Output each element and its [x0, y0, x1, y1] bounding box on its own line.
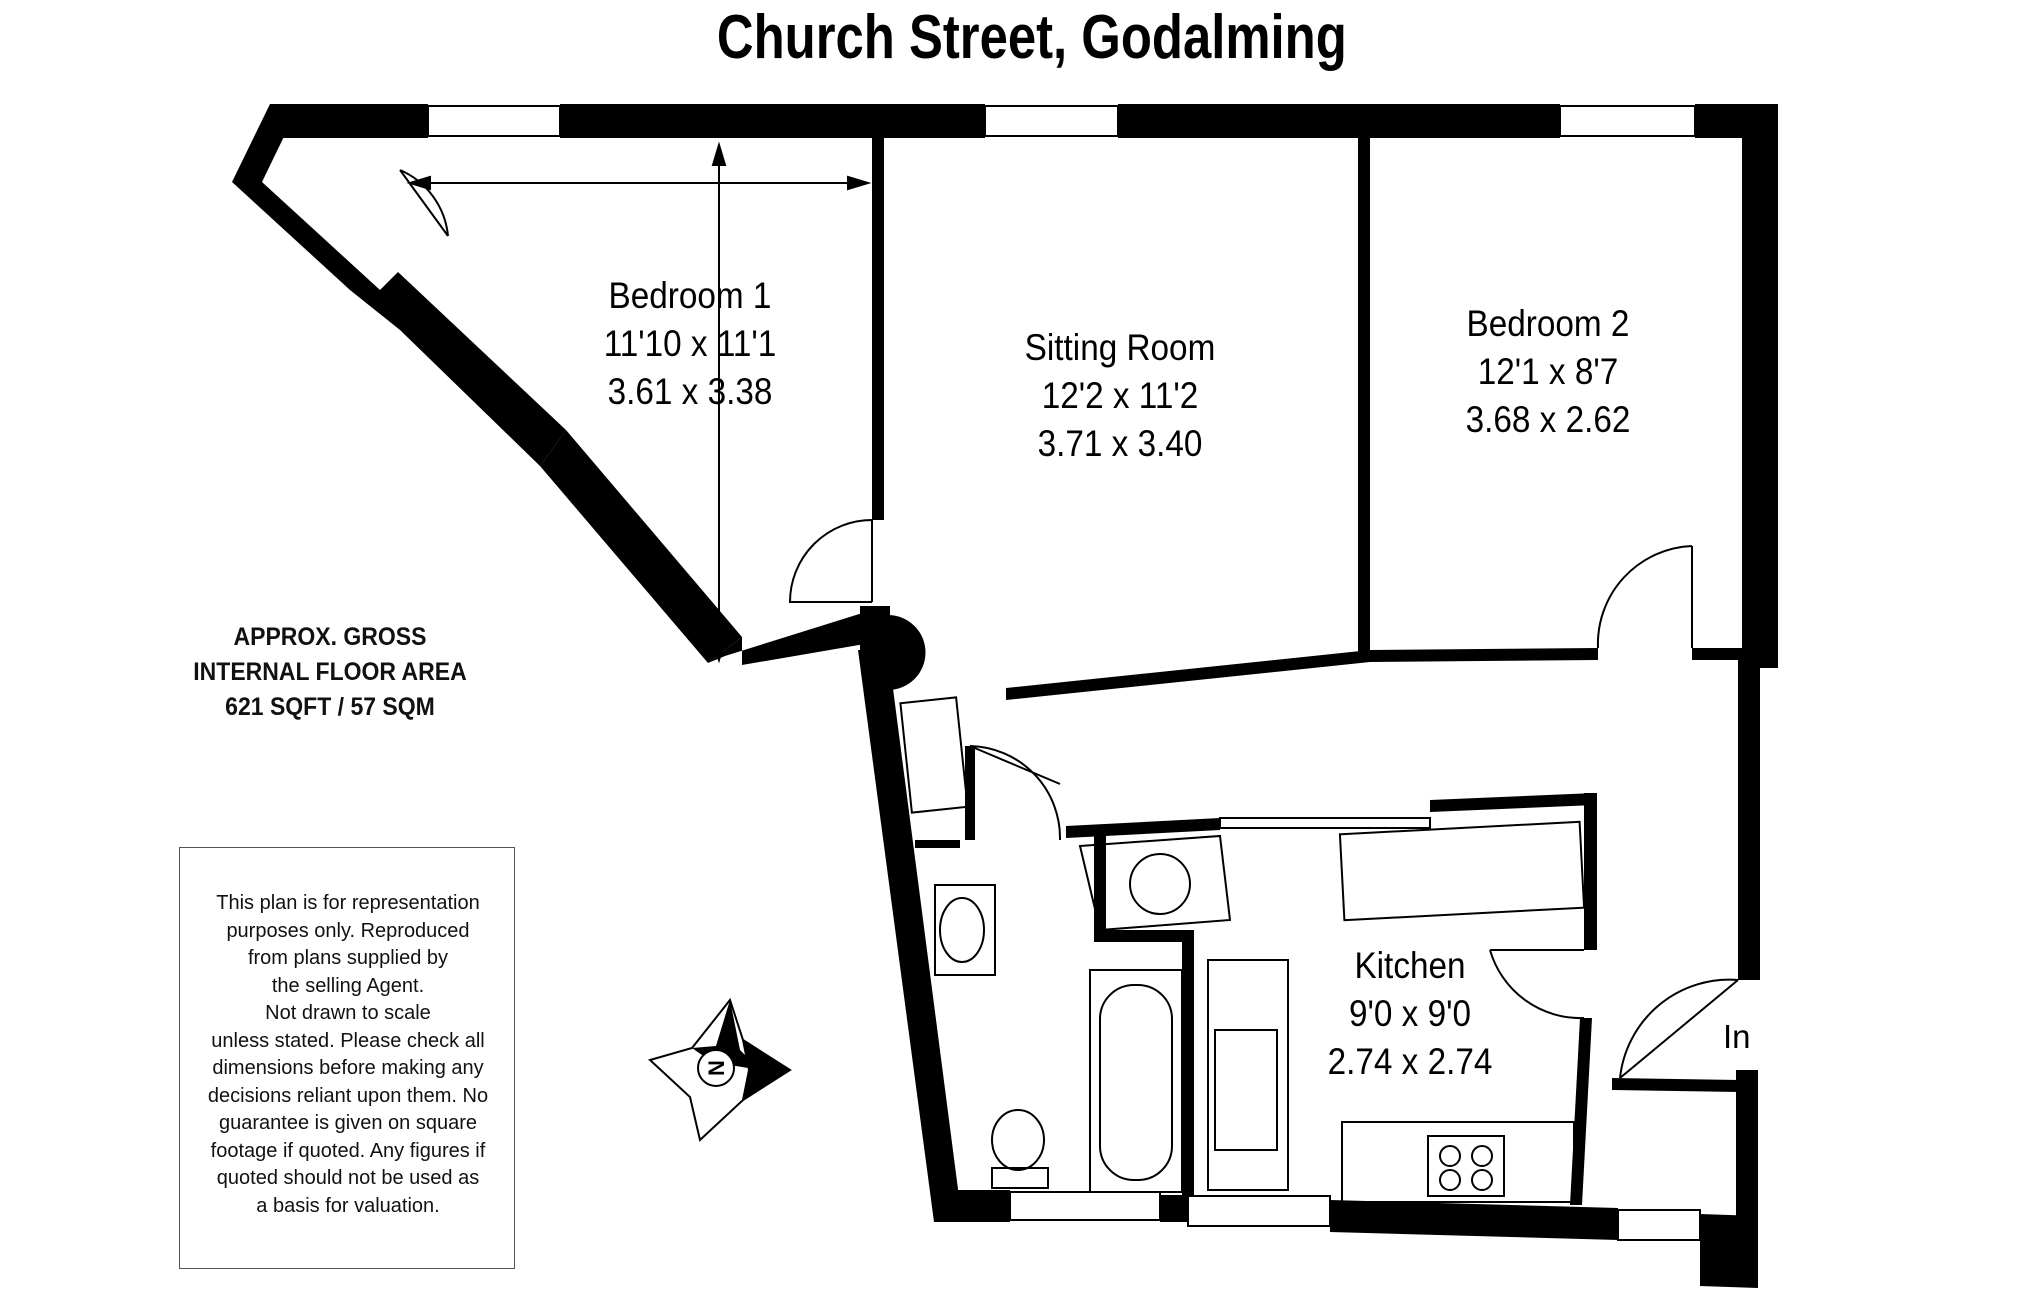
- area-line-2: INTERNAL FLOOR AREA: [193, 658, 467, 686]
- room-name: Sitting Room: [1024, 327, 1216, 368]
- hob: [1428, 1136, 1504, 1196]
- window-kitchen-bottom: [1188, 1196, 1330, 1226]
- disclaimer-text: This plan is for representation purposes only. Reproduced from plans supplied by the selling Agent. Not drawn to scale unless stated. Please check all dimensions before making any decisions reliant upon them. No guarantee is given on square footage if quoted. Any figures if quoted should not be used as a basis for valuation.: [207, 892, 489, 1217]
- compass-arrow: [742, 1040, 790, 1100]
- hob-ring-4: [1472, 1170, 1492, 1190]
- room-metric: 3.61 x 3.38: [607, 371, 773, 412]
- toilet: [992, 1110, 1044, 1170]
- area-line-3: 621 SQFT / 57 SQM: [225, 693, 435, 721]
- hob-ring-2: [1472, 1146, 1492, 1166]
- wall-bottom-a: [934, 1190, 1010, 1222]
- sink: [1215, 1030, 1277, 1150]
- wall-right-lower: [1738, 660, 1760, 980]
- wall-right-upper: [1742, 104, 1778, 668]
- compass-letter: N: [704, 1060, 729, 1076]
- disclaimer-box: [179, 847, 515, 1269]
- wall-diagonal: [350, 272, 566, 466]
- window-kitchen-top: [1220, 818, 1430, 828]
- wall-entry: [1612, 1078, 1740, 1092]
- door-bath: [970, 746, 1060, 840]
- wall-bottom-c: [1330, 1200, 1618, 1240]
- compass: [650, 1000, 790, 1140]
- page-title: Church Street, Godalming: [716, 3, 1347, 72]
- wall-bed2-base: [1370, 648, 1598, 662]
- door-bed2: [1598, 546, 1692, 648]
- room-label-bedroom-2: [1431, 300, 1665, 444]
- door-bed1: [790, 520, 872, 602]
- hall-cupboard: [900, 697, 967, 812]
- entry-label: In: [1723, 1018, 1751, 1055]
- wall-hall-left: [915, 840, 960, 848]
- window-bed2: [1560, 106, 1695, 136]
- hob-ring-3: [1440, 1170, 1460, 1190]
- room-metric: 3.71 x 3.40: [1037, 423, 1203, 464]
- room-label-kitchen: [1302, 942, 1518, 1086]
- door-entry: [1620, 980, 1738, 1078]
- wall-kitchen-right: [1584, 793, 1597, 950]
- wall-top-left: [270, 104, 428, 138]
- window-bed1: [428, 106, 560, 136]
- bath-inner: [1100, 985, 1172, 1180]
- room-label-sitting-room: [1003, 324, 1237, 468]
- room-metric: 3.68 x 2.62: [1465, 399, 1631, 440]
- hob-ring-1: [1440, 1146, 1460, 1166]
- wall-kitchen-top: [1066, 818, 1220, 838]
- wall-column: [888, 615, 926, 690]
- toilet-cistern: [992, 1168, 1048, 1188]
- wall-bottom-d: [1700, 1214, 1758, 1288]
- wall-bed2-base-right: [1692, 648, 1742, 660]
- room-imperial: 9'0 x 9'0: [1349, 993, 1471, 1034]
- room-name: Bedroom 1: [608, 275, 772, 316]
- window-sitting: [985, 106, 1118, 136]
- basin: [940, 898, 984, 962]
- wall-top-a: [560, 104, 985, 138]
- window-bath: [1010, 1192, 1160, 1220]
- room-name: Bedroom 2: [1466, 303, 1630, 344]
- arrowhead-up: [713, 145, 725, 165]
- wall-hall-top: [1006, 650, 1370, 700]
- room-name: Kitchen: [1354, 945, 1466, 986]
- wall-left-lower: [858, 650, 962, 1222]
- room-metric: 2.74 x 2.74: [1327, 1041, 1493, 1082]
- wall-left-bay-side: [232, 182, 380, 290]
- wall-kitchen-top-r: [1430, 793, 1595, 812]
- wall-bath-top: [1094, 930, 1194, 942]
- room-label-bedroom-1: [573, 272, 807, 416]
- area-line-1: APPROX. GROSS: [233, 623, 427, 651]
- wall-diagonal-lower: [540, 430, 742, 663]
- window-entry-bottom: [1618, 1210, 1700, 1240]
- room-imperial: 12'2 x 11'2: [1041, 375, 1199, 416]
- wall-bed1-sitting: [872, 138, 884, 520]
- wall-bath-right: [1182, 930, 1194, 1200]
- room-imperial: 12'1 x 8'7: [1477, 351, 1619, 392]
- room-imperial: 11'10 x 11'1: [603, 323, 777, 364]
- wall-left-bay: [232, 104, 292, 182]
- wall-sitting-bed2: [1358, 138, 1370, 660]
- arrowhead-right: [848, 177, 868, 189]
- worktop-top: [1340, 822, 1584, 920]
- floor-area: [164, 620, 495, 725]
- cylinder: [1130, 854, 1190, 914]
- wall-top-b: [1118, 104, 1560, 138]
